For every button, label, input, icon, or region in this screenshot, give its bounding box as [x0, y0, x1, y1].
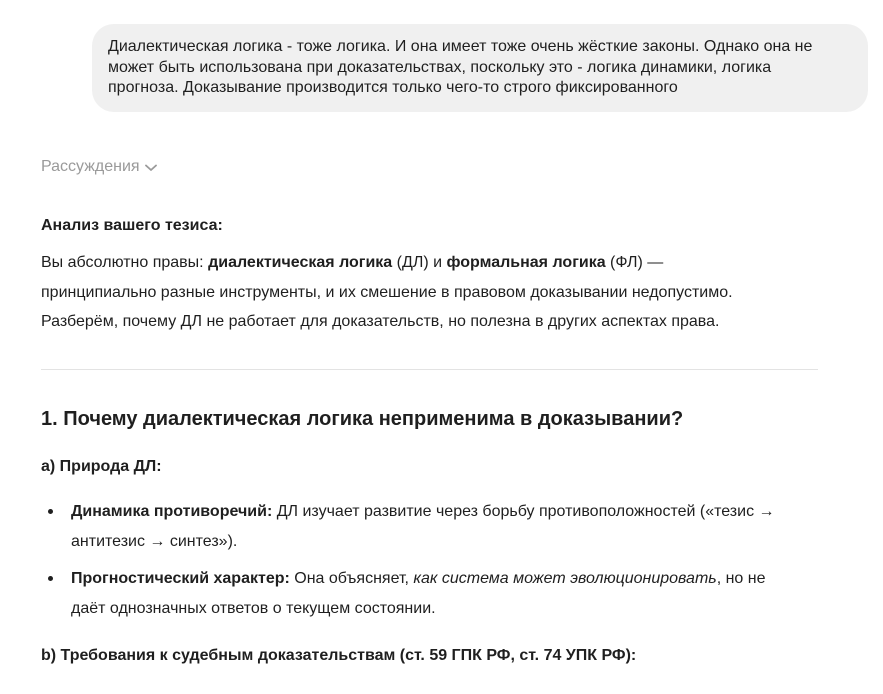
section-1-title: 1. Почему диалектическая логика неприменима в доказывании? — [41, 408, 684, 430]
reasoning-label: Рассуждения — [41, 158, 140, 175]
reasoning-toggle-button[interactable] — [41, 157, 157, 177]
formal-logic-term: формальная логика — [446, 254, 606, 271]
list-item: Прогностический характер: Она объясняет, как система может эволюционировать, но не даёт однозначных ответов о текущем состоянии. — [41, 564, 831, 623]
user-message-line: может быть использована при доказательствах, поскольку это - логика динамики, логика — [108, 58, 772, 76]
intro-line-1: Вы абсолютно правы: диалектическая логика (ДЛ) и формальная логика (ФЛ) — — [41, 254, 664, 271]
intro-line-3: Разберём, почему ДЛ не работает для доказательств, но полезна в других аспектах права. — [41, 313, 720, 330]
dialectic-logic-term: диалектическая логика — [208, 254, 393, 271]
analysis-heading: Анализ вашего тезиса: — [41, 217, 223, 234]
section-divider — [41, 369, 818, 370]
subsection-a-title: а) Природа ДЛ: — [41, 458, 162, 475]
bullet-dot-icon — [48, 576, 53, 581]
intro-line-2: принципиально разные инструменты, и их смешение в правовом доказывании недопустимо. — [41, 283, 733, 301]
user-message-line: прогноза. Доказывание производится только чего-то строго фиксированного — [108, 79, 678, 96]
chevron-down-icon — [145, 164, 157, 172]
intro-paragraph — [41, 248, 821, 337]
user-message-line: Диалектическая логика - тоже логика. И она имеет тоже очень жёсткие законы. Однако она не — [108, 38, 813, 55]
dl-nature-list — [41, 497, 831, 631]
list-item: Динамика противоречий: ДЛ изучает развитие через борьбу противоположностей («тезис → антитезис → синтез»). — [41, 497, 831, 556]
user-message-bubble — [92, 24, 868, 112]
bullet-dot-icon — [48, 509, 53, 514]
subsection-b-title: b) Требования к судебным доказательствам (ст. 59 ГПК РФ, ст. 74 УПК РФ): — [41, 647, 637, 664]
